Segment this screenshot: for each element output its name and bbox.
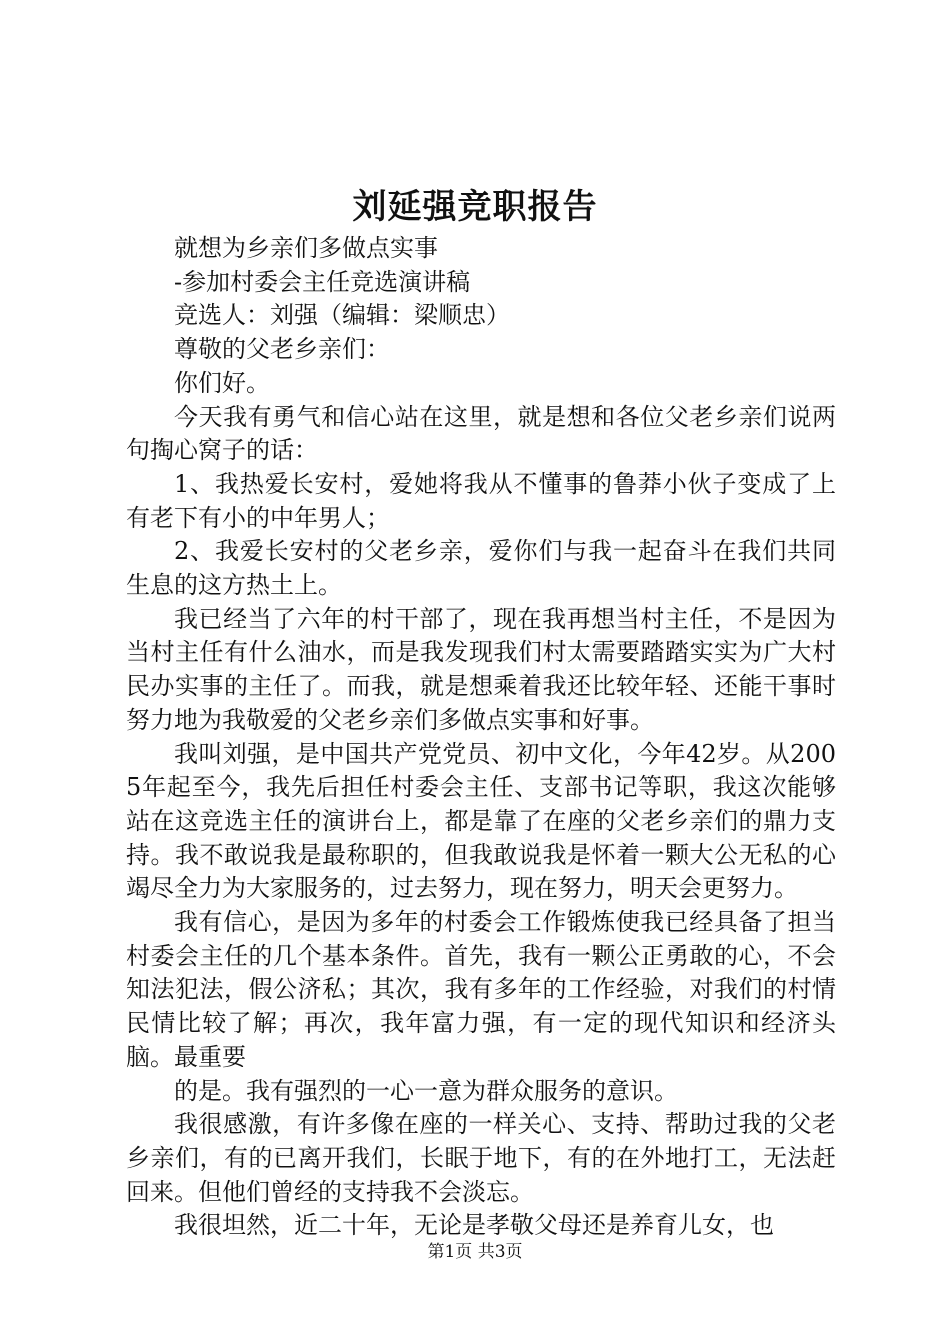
- paragraph: 我有信心，是因为多年的村委会工作锻炼使我已经具备了担当村委会主任的几个基本条件。首先，我有一颗公正勇敢的心，不会知法犯法，假公济私；其次，我有多年的工作经验，对我们的村情民情比较了解；再次，我年富力强，有一定的现代知识和经济头脑。最重要: [126, 908, 836, 1071]
- paragraph: 尊敬的父老乡亲们：: [174, 335, 390, 364]
- document-body: [126, 232, 836, 1243]
- paragraph: 今天我有勇气和信心站在这里，就是想和各位父老乡亲们说两句掏心窝子的话：: [126, 402, 836, 465]
- paragraph: 的是。我有强烈的一心一意为群众服务的意识。: [174, 1076, 678, 1105]
- document-title: 刘延强竞职报告: [352, 187, 598, 227]
- paragraph: 2、我爱长安村的父老乡亲，爱你们与我一起奋斗在我们共同生息的这方热土上。: [126, 537, 836, 600]
- paragraph: 竞选人：刘强（编辑：梁顺忠）: [174, 301, 510, 330]
- paragraph: 你们好。: [174, 368, 270, 397]
- paragraph: 就想为乡亲们多做点实事: [174, 234, 438, 262]
- paragraph: 我很坦然，近二十年，无论是孝敬父母还是养育儿女，也: [174, 1211, 774, 1240]
- page-indicator: 第1页 共3页: [427, 1242, 523, 1262]
- paragraph: 我很感激，有许多像在座的一样关心、支持、帮助过我的父老乡亲们，有的已离开我们，长眠于地下，有的在外地打工，无法赶回来。但他们曾经的支持我不会淡忘。: [126, 1110, 836, 1206]
- paragraph: 我已经当了六年的村干部了，现在我再想当村主任，不是因为当村主任有什么油水，而是我发现我们村太需要踏踏实实为广大村民办实事的主任了。而我，就是想乘着我还比较年轻、还能干事时努力地为我敬爱的父老乡亲们多做点实事和好事。: [126, 604, 836, 734]
- paragraph: 我叫刘强，是中国共产党党员、初中文化，今年42岁。从2005年起至今，我先后担任村委会主任、支部书记等职，我这次能够站在这竞选主任的演讲台上，都是靠了在座的父老乡亲们的鼎力支持。我不敢说我是最称职的，但我敢说我是怀着一颗大公无私的心竭尽全力为大家服务的，过去努力，现在努力，明天会更努力。: [126, 739, 836, 903]
- paragraph: -参加村委会主任竞选演讲稿: [174, 267, 471, 296]
- paragraph: 1、我热爱长安村，爱她将我从不懂事的鲁莽小伙子变成了上有老下有小的中年男人；: [126, 469, 836, 532]
